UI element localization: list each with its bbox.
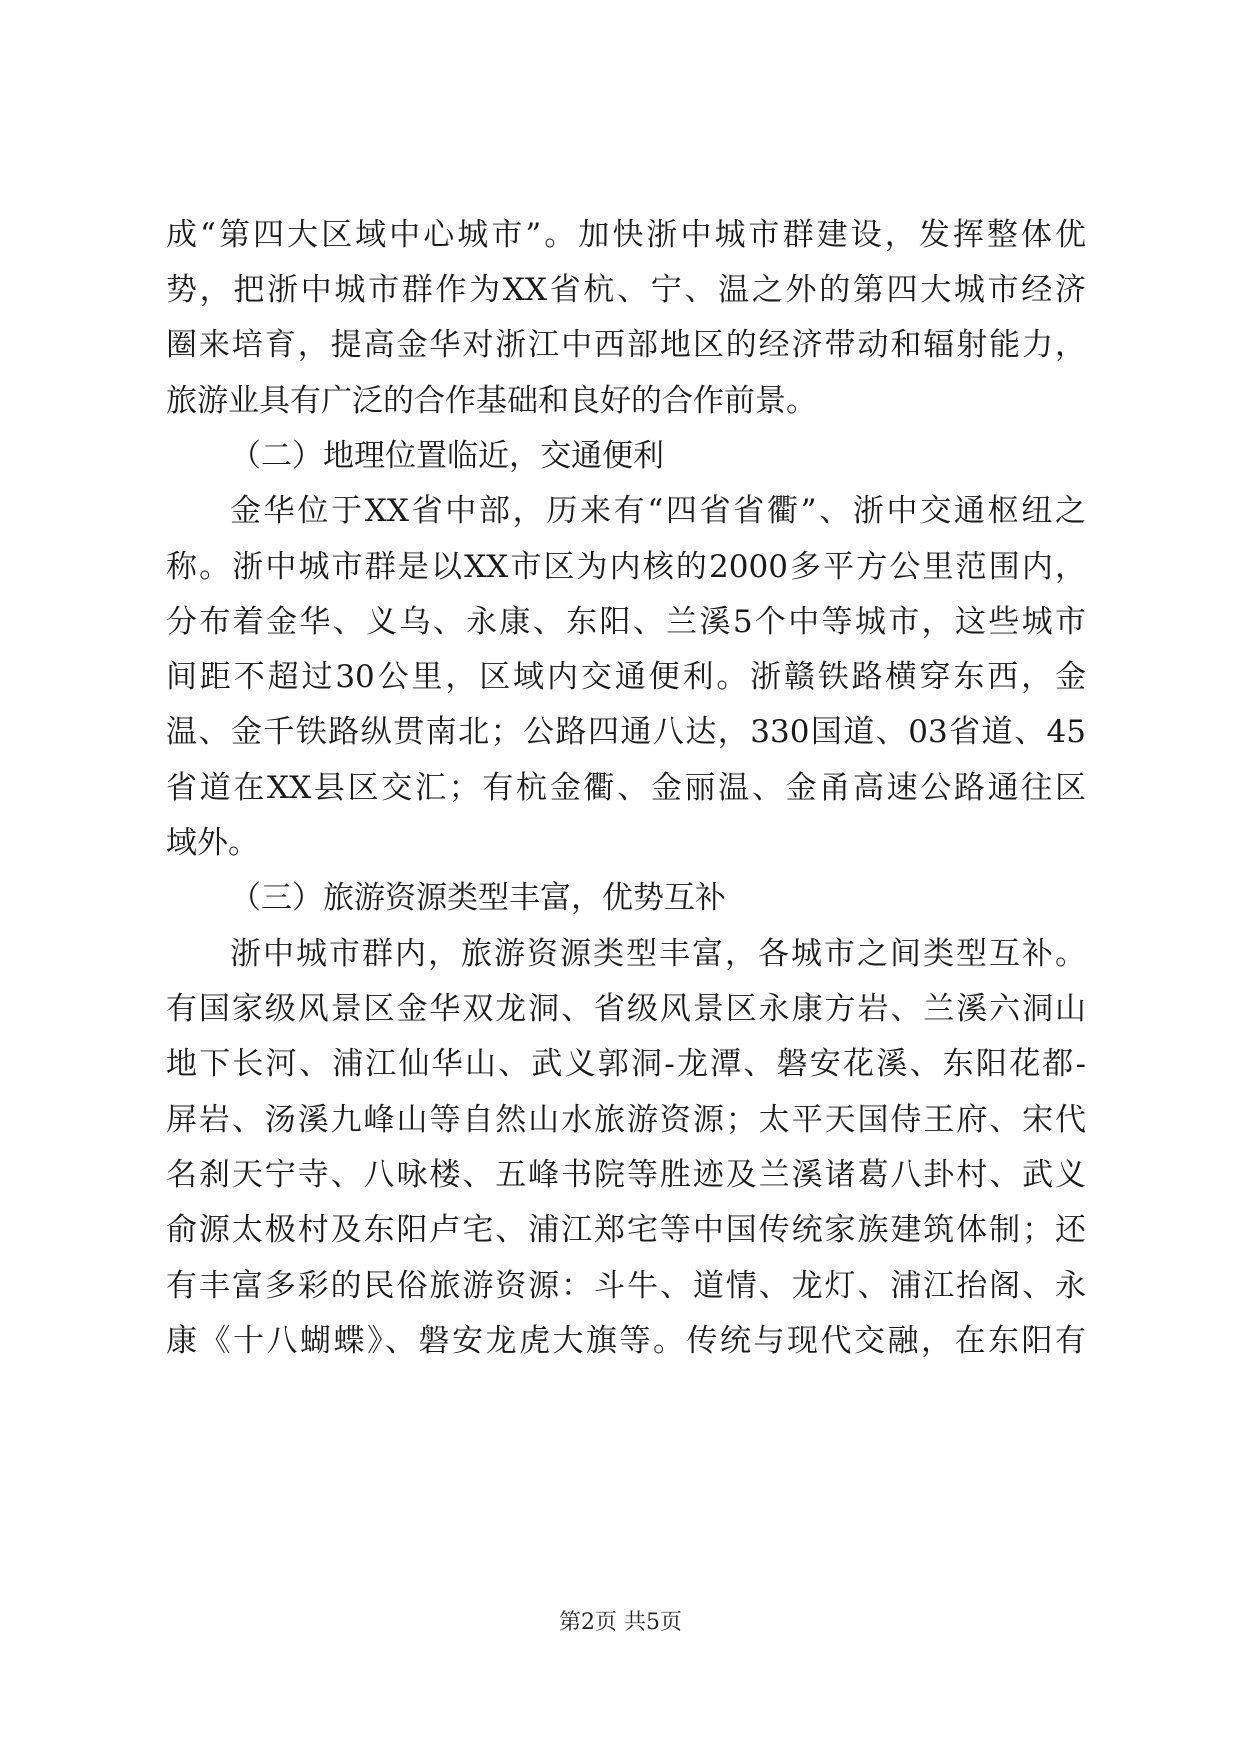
- paragraph-line: 分布着金华、义乌、永康、东阳、兰溪5个中等城市，这些城市: [166, 604, 1086, 640]
- paragraph-line: 称。浙中城市群是以XX市区为内核的2000多平方公里范围内，: [166, 549, 1086, 585]
- paragraph-line: 圈来培育，提高金华对浙江中西部地区的经济带动和辐射能力，: [166, 327, 1086, 363]
- paragraph-line: 名刹天宁寺、八咏楼、五峰书院等胜迹及兰溪诸葛八卦村、武义: [166, 1157, 1086, 1193]
- paragraph-line: 旅游业具有广泛的合作基础和良好的合作前景。: [166, 383, 817, 419]
- paragraph-line: 势，把浙中城市群作为XX省杭、宁、温之外的第四大城市经济: [166, 272, 1086, 308]
- section-heading: （二）地理位置临近，交通便利: [230, 438, 664, 474]
- paragraph-line: 康《十八蝴蝶》、磐安龙虎大旗等。传统与现代交融，在东阳有: [166, 1323, 1086, 1359]
- paragraph-line: 浙中城市群内，旅游资源类型丰富，各城市之间类型互补。: [230, 936, 1086, 972]
- paragraph-line: 域外。: [166, 825, 259, 861]
- paragraph-line: 有丰富多彩的民俗旅游资源：斗牛、道情、龙灯、浦江抬阁、永: [166, 1268, 1086, 1304]
- paragraph-line: 温、金千铁路纵贯南北；公路四通八达，330国道、03省道、45: [166, 714, 1086, 750]
- paragraph-line: 省道在XX县区交汇；有杭金衢、金丽温、金甬高速公路通往区: [166, 770, 1086, 806]
- section-heading: （三）旅游资源类型丰富，优势互补: [230, 880, 726, 916]
- page-number-footer: 第2页 共5页: [559, 1610, 682, 1635]
- paragraph-line: 成“第四大区域中心城市”。加快浙中城市群建设，发挥整体优: [166, 217, 1086, 253]
- paragraph-line: 间距不超过30公里，区域内交通便利。浙赣铁路横穿东西，金: [166, 659, 1086, 695]
- paragraph-line: 屏岩、汤溪九峰山等自然山水旅游资源；太平天国侍王府、宋代: [166, 1102, 1086, 1138]
- paragraph-line: 地下长河、浦江仙华山、武义郭洞-龙潭、磐安花溪、东阳花都-: [166, 1046, 1086, 1082]
- paragraph-line: 金华位于XX省中部，历来有“四省省衢”、浙中交通枢纽之: [230, 493, 1086, 529]
- paragraph-line: 俞源太极村及东阳卢宅、浦江郑宅等中国传统家族建筑体制；还: [166, 1212, 1086, 1248]
- paragraph-line: 有国家级风景区金华双龙洞、省级风景区永康方岩、兰溪六洞山: [166, 991, 1086, 1027]
